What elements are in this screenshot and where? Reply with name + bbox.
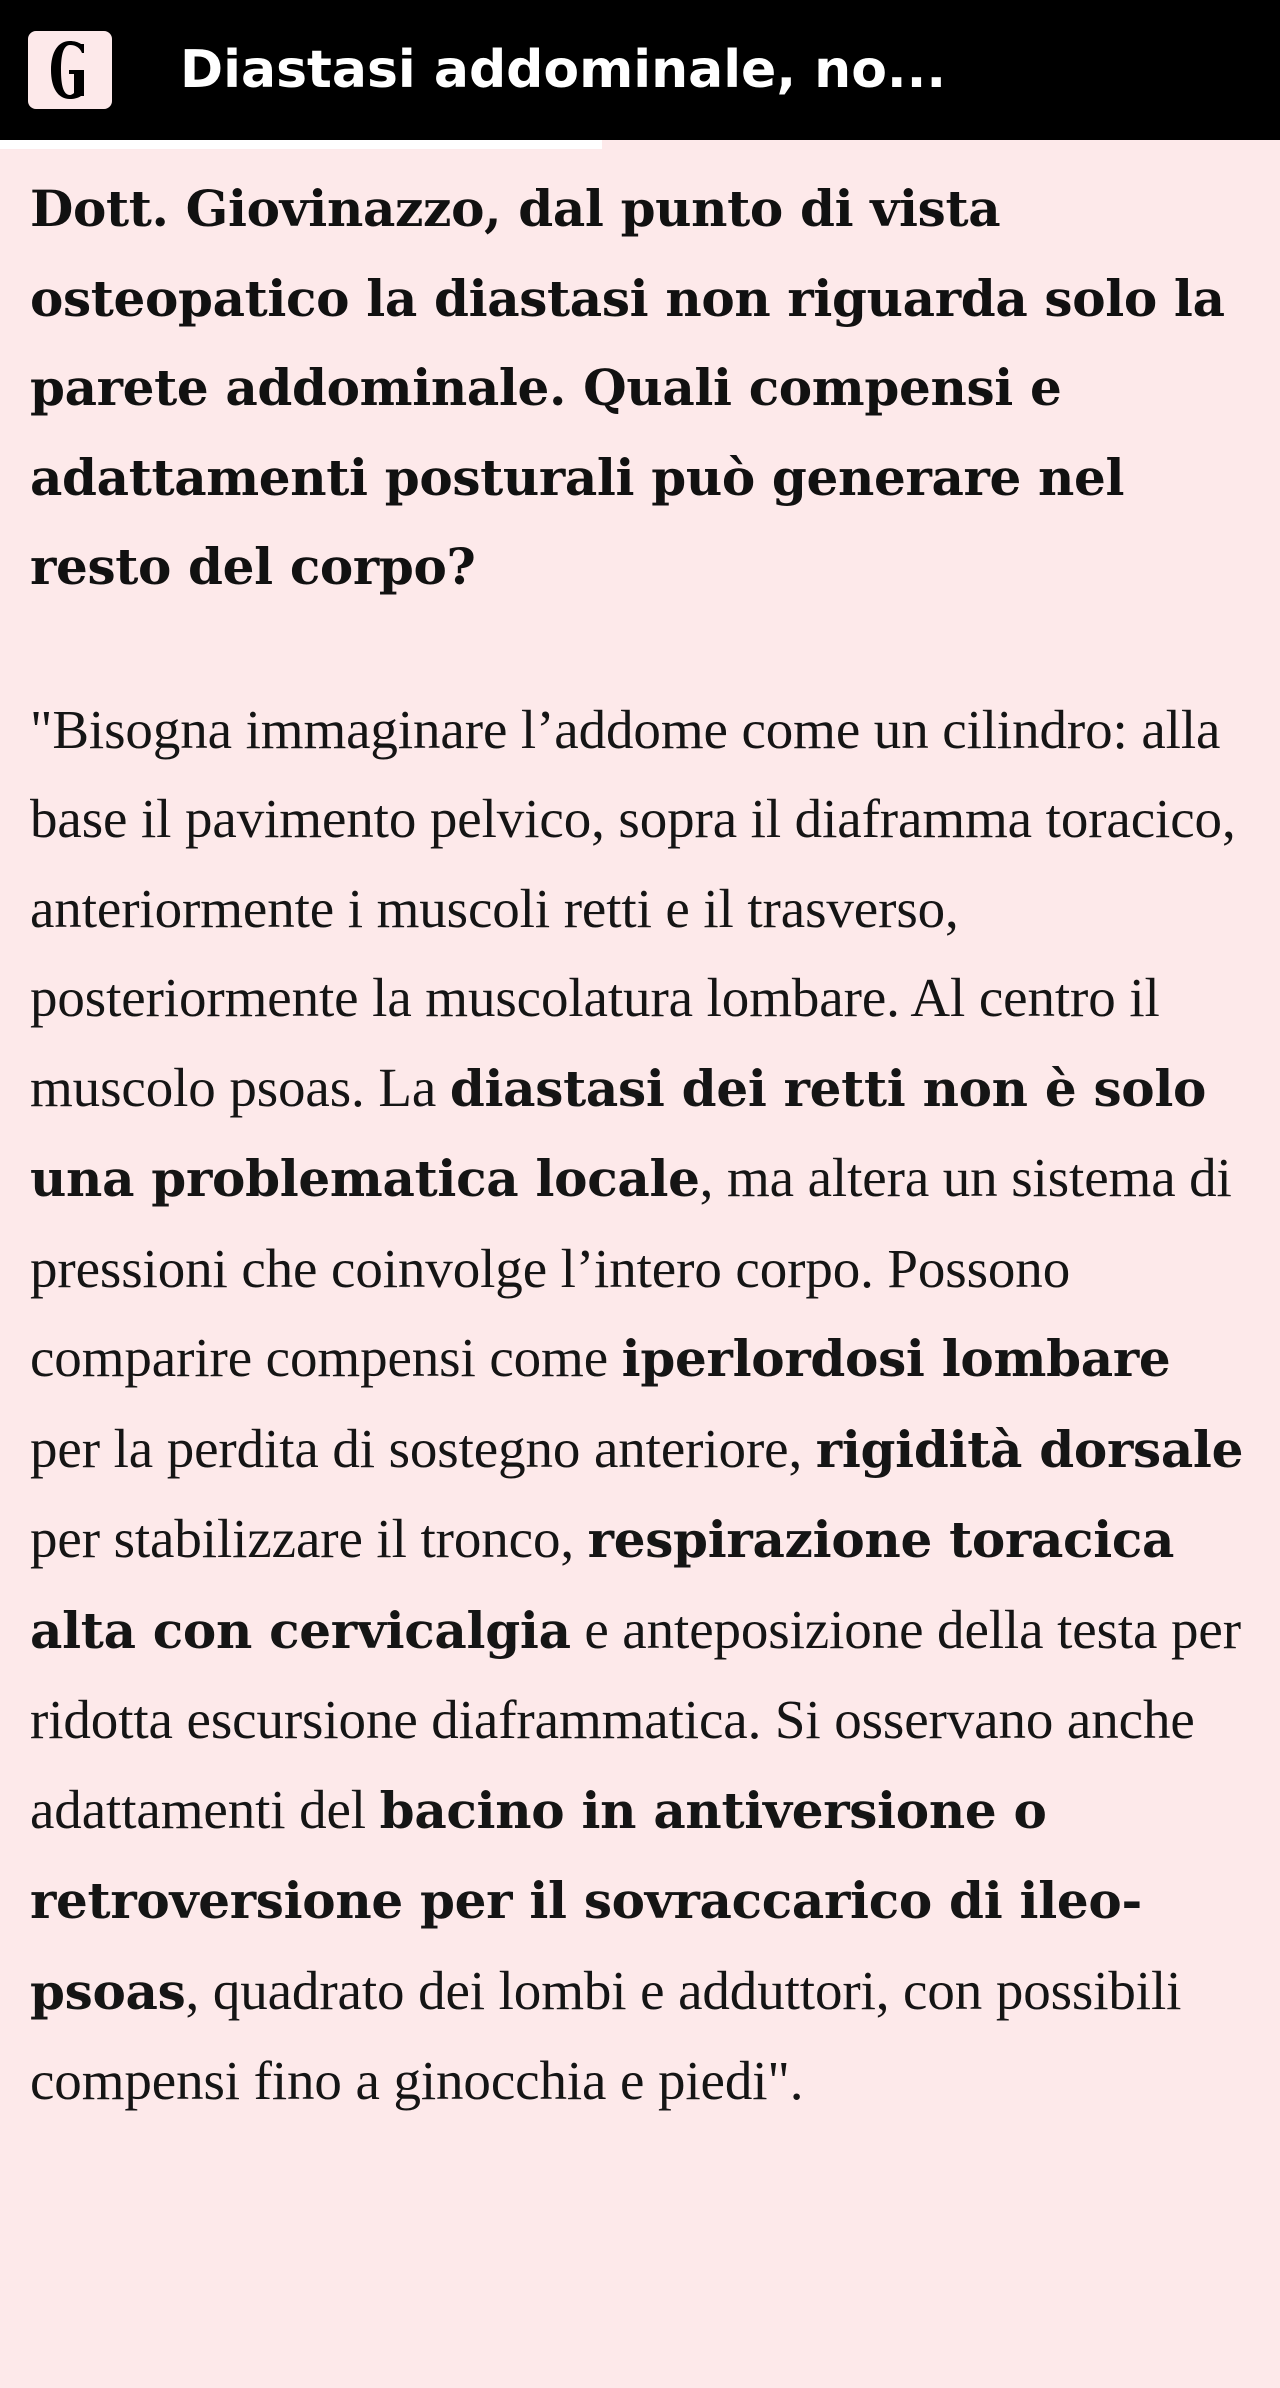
answer-emphasis: respirazione toracica alta con cervicalgia (30, 1510, 1175, 1660)
logo-icon[interactable] (28, 31, 112, 109)
reading-progress-fill (0, 140, 602, 149)
interview-answer (30, 685, 1250, 2126)
answer-emphasis: iperlordosi lombare (621, 1329, 1171, 1388)
answer-emphasis: rigidità dorsale (815, 1419, 1244, 1479)
answer-text: e anteposizione della testa per ridotta escursione diaframmatica. Si osservano anche adattamenti del (30, 1598, 1241, 1840)
answer-text: "Bisogna immaginare l’addome come un cilindro: alla base il pavimento pelvico, sopra il diaframma toracico, anteriormente i muscoli retti e il trasverso, posteriormente la muscolatura lombare. Al centro il muscolo psoas. La (30, 698, 1236, 1118)
answer-text: per stabilizzare il tronco, (30, 1508, 588, 1569)
article-body (30, 164, 1250, 2126)
top-bar (0, 0, 1280, 144)
reading-progress-bar (0, 140, 1280, 149)
article-title: Diastasi addominale, no... (180, 40, 947, 100)
answer-text: , ma altera un sistema di pressioni che coinvolge l’intero corpo. Possono comparire compensi come (30, 1147, 1232, 1388)
answer-text: , quadrato dei lombi e adduttori, con possibili compensi fino a ginocchia e piedi". (30, 1959, 1182, 2111)
interview-question: Dott. Giovinazzo, dal punto di vista osteopatico la diastasi non riguarda solo la parete addominale. Quali compensi e adattamenti posturali può generare nel resto del corpo? (30, 179, 1225, 596)
answer-text: per la perdita di sostegno anteriore, (30, 1417, 816, 1479)
logo-g-glyph (47, 39, 93, 101)
answer-emphasis: bacino in antiversione o retroversione per il sovraccarico di ileo-psoas (30, 1780, 1142, 2021)
answer-emphasis: diastasi dei retti non è solo una problematica locale (30, 1058, 1207, 1208)
